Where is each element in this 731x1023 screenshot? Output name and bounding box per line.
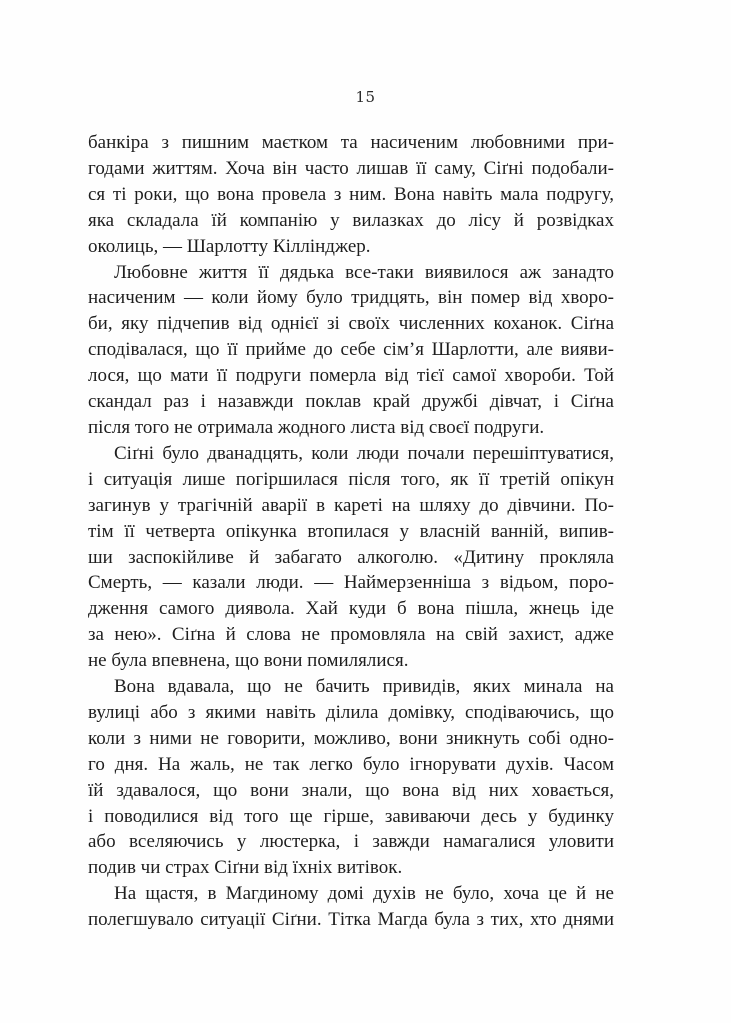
text-line: би, яку підчепив від однієї зі своїх численних коханок. Сіґна xyxy=(88,313,614,335)
paragraph xyxy=(88,881,614,933)
text-line: околиць, — Шарлотту Кіллінджер. xyxy=(88,235,371,257)
paragraph xyxy=(88,130,614,260)
text-line: загинув у трагічній аварії в кареті на шляху до дівчини. По- xyxy=(88,494,614,516)
text-line: го дня. На жаль, не так легко було ігнорувати духів. Часом xyxy=(88,753,614,775)
text-line: після того не отримала жодного листа від своєї подруги. xyxy=(88,416,545,438)
text-line: їй здавалося, що вони знали, що вона від них ховається, xyxy=(88,779,614,801)
text-line: вулиці або з якими навіть ділила домівку, сподіваючись, що xyxy=(88,701,614,723)
text-line: скандал раз і назавжди поклав край дружбі дівчат, і Сіґна xyxy=(88,391,614,413)
text-line: банкіра з пишним маєтком та насиченим любовними при- xyxy=(88,132,614,153)
text-line: подив чи страх Сіґни від їхніх витівок. xyxy=(88,857,403,879)
text-line: і ситуація лише погіршилася після того, як її третій опікун xyxy=(88,468,614,490)
page-number: 15 xyxy=(355,88,376,106)
text-line: насиченим — коли йому було тридцять, він помер від хворо- xyxy=(88,287,614,309)
text-line: лося, що мати її подруги померла від тієї самої хвороби. Той xyxy=(88,365,614,387)
text-line: коли з ними не говорити, можливо, вони зникнуть собі одно- xyxy=(88,727,614,749)
paragraph xyxy=(88,674,614,881)
text-line: сподівалася, що її прийме до себе сім’я Шарлотти, але вияви- xyxy=(88,339,614,361)
text-line: Смерть, — казали люди. — Наймерзенніша з відьом, поро- xyxy=(88,572,614,594)
text-line: дження самого диявола. Хай куди б вона пішла, жнець іде xyxy=(88,598,614,620)
text-line: ши заспокійливе й забагато алкоголю. «Дитину прокляла xyxy=(88,546,614,568)
text-line: або вселяючись у люстерка, і завжди намагалися уловити xyxy=(88,831,614,853)
text-line: годами життям. Хоча він часто лишав її саму, Сіґні подобали- xyxy=(88,157,614,179)
text-line: за нею». Сіґна й слова не промовляла на свій захист, адже xyxy=(88,624,614,646)
text-line: Вона вдавала, що не бачить привидів, яких минала на xyxy=(114,676,614,698)
text-line: тім її четверта опікунка втопилася у власній ванній, випив- xyxy=(88,520,614,542)
text-line: На щастя, в Магдиному домі духів не було, хоча це й не xyxy=(114,883,614,905)
paragraph xyxy=(88,441,614,674)
text-line: і поводилися від того ще гірше, завиваючи десь у будинку xyxy=(88,805,614,827)
body-text xyxy=(88,130,614,933)
text-line: ся ті роки, що вона провела з ним. Вона навіть мала подругу, xyxy=(88,183,614,205)
paragraph xyxy=(88,260,614,441)
text-line: Любовне життя її дядька все-таки виявилося аж занадто xyxy=(114,261,614,283)
text-line: не була впевнена, що вони помилялися. xyxy=(88,650,409,672)
text-line: полегшувало ситуації Сіґни. Тітка Магда була з тих, хто днями xyxy=(88,909,614,931)
text-line: яка складала їй компанію у вилазках до лісу й розвідках xyxy=(88,209,614,231)
text-line: Сіґні було дванадцять, коли люди почали перешіптуватися, xyxy=(114,442,614,464)
